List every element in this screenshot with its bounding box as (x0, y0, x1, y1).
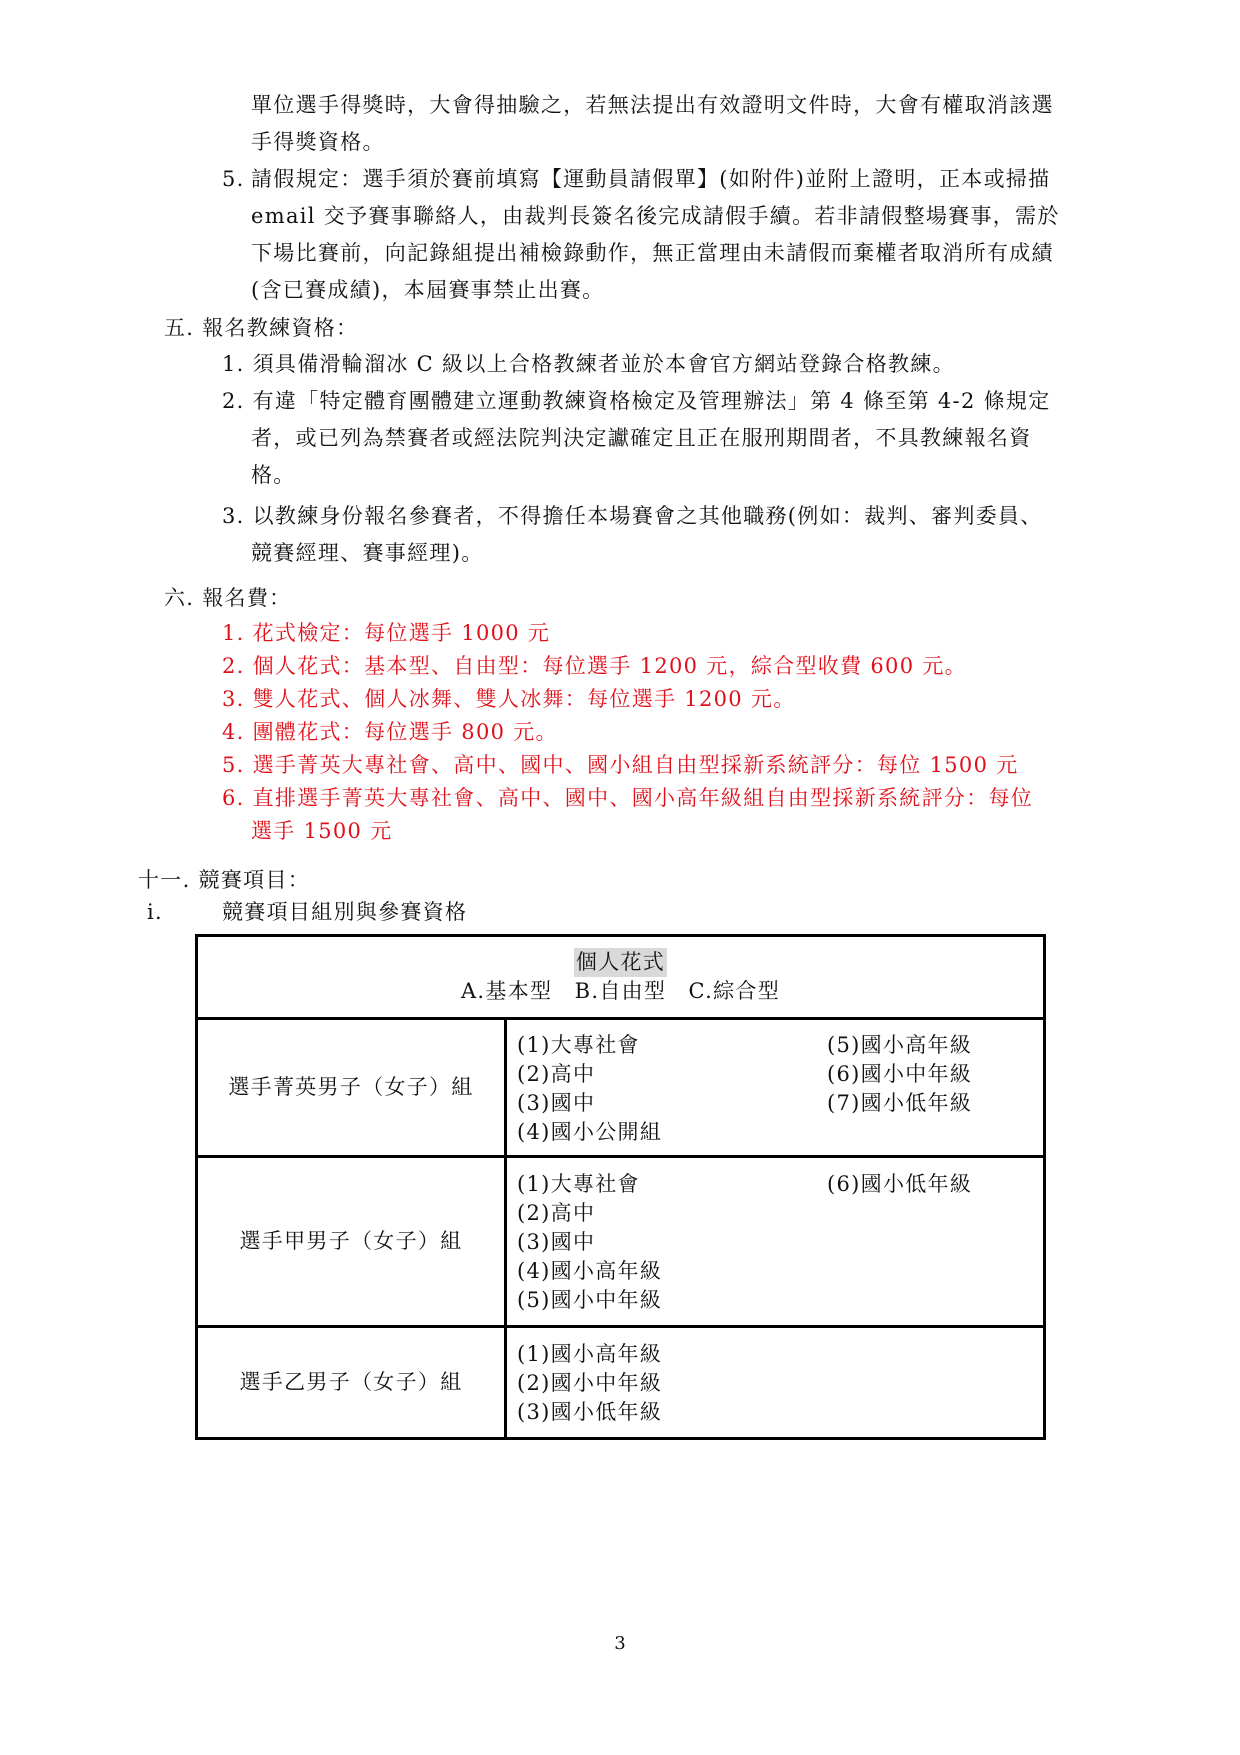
events-sub-num: i. (147, 900, 163, 924)
table-header-row (197, 936, 1045, 1019)
coach-item-1: 1. 須具備滑輪溜冰 C 級以上合格教練者並於本會官方網站登錄合格教練。 (222, 352, 955, 376)
intro-line-2: 手得獎資格。 (251, 130, 385, 154)
table-row (197, 1019, 1045, 1157)
page-number: 3 (614, 1633, 626, 1654)
fee-item-3: 3. 雙人花式、個人冰舞、雙人冰舞：每位選手 1200 元。 (222, 687, 796, 711)
events-heading: 十一. 競賽項目： (138, 868, 311, 892)
list-item: (1)大專社會 (517, 1172, 640, 1196)
list-item: (3)國中 (517, 1230, 596, 1254)
table-header-cell (197, 936, 1045, 1019)
fee-item-5: 5. 選手菁英大專社會、高中、國中、國小組自由型採新系統評分：每位 1500 元 (222, 753, 1019, 777)
coach-item-3-line-1: 3. 以教練身份報名參賽者，不得擔任本場賽會之其他職務(例如：裁判、審判委員、 (222, 504, 1043, 528)
coach-item-3-line-2: 競賽經理、賽事經理)。 (251, 541, 484, 565)
list-item: (6)國小低年級 (827, 1172, 973, 1196)
fee-heading: 六. 報名費： (164, 586, 292, 610)
group-cell: 選手菁英男子（女子）組 (197, 1019, 506, 1157)
fee-item-1: 1. 花式檢定：每位選手 1000 元 (222, 621, 551, 645)
leave-line-2: email 交予賽事聯絡人，由裁判長簽名後完成請假手續。若非請假整場賽事，需於 (251, 204, 1060, 228)
table-row (197, 1157, 1045, 1327)
group-cell: 選手乙男子（女子）組 (197, 1327, 506, 1439)
list-item: (4)國小公開組 (517, 1119, 663, 1144)
list-item: (1)國小高年級 (517, 1342, 663, 1366)
fee-item-6-line-1: 6. 直排選手菁英大專社會、高中、國中、國小高年級組自由型採新系統評分：每位 (222, 786, 1034, 810)
coach-heading: 五. 報名教練資格： (164, 316, 359, 340)
fee-item-6-line-2: 選手 1500 元 (251, 819, 393, 843)
table-row (197, 1327, 1045, 1439)
list-item: (7)國小低年級 (827, 1090, 973, 1115)
list-item: (1)大專社會 (517, 1032, 640, 1057)
fee-item-2: 2. 個人花式：基本型、自由型：每位選手 1200 元，綜合型收費 600 元。 (222, 654, 967, 678)
coach-item-2-line-1: 2. 有違「特定體育團體建立運動教練資格檢定及管理辦法」第 4 條至第 4-2 條規定 (222, 389, 1051, 413)
fee-item-4: 4. 團體花式：每位選手 800 元。 (222, 720, 558, 744)
list-item: (3)國小低年級 (517, 1400, 663, 1424)
list-item: (5)國小高年級 (827, 1032, 973, 1057)
group-cell: 選手甲男子（女子）組 (197, 1157, 506, 1327)
intro-line-1: 單位選手得獎時，大會得抽驗之，若無法提出有效證明文件時，大會有權取消該選 (251, 93, 1054, 117)
list-item: (4)國小高年級 (517, 1259, 663, 1283)
events-sub-title: 競賽項目組別與參賽資格 (222, 900, 468, 924)
table-title: 個人花式 (574, 948, 667, 977)
coach-item-2-line-2: 者，或已列為禁賽者或經法院判決定讞確定且正在服刑期間者，不具教練報名資 (251, 426, 1032, 450)
list-item: (2)高中 (517, 1061, 596, 1086)
leave-num: 5. (222, 167, 245, 191)
coach-item-2-line-3: 格。 (251, 463, 296, 487)
leave-line-4: (含已賽成績)，本屆賽事禁止出賽。 (251, 278, 605, 302)
list-item: (5)國小中年級 (517, 1288, 663, 1312)
list-item: (3)國中 (517, 1090, 596, 1115)
leave-line-3: 下場比賽前，向記錄組提出補檢錄動作，無正當理由未請假而棄權者取消所有成績 (251, 241, 1054, 265)
events-table (195, 934, 1046, 1440)
list-item: (2)國小中年級 (517, 1371, 663, 1395)
items-cell (506, 1019, 1045, 1157)
list-item: (6)國小中年級 (827, 1061, 973, 1086)
table-types: A.基本型 B.自由型 C.綜合型 (460, 979, 781, 1003)
items-cell (506, 1327, 1045, 1439)
list-item: (2)高中 (517, 1201, 596, 1225)
items-cell (506, 1157, 1045, 1327)
leave-line-1: 請假規定：選手須於賽前填寫【運動員請假單】(如附件)並附上證明，正本或掃描 (251, 167, 1051, 191)
